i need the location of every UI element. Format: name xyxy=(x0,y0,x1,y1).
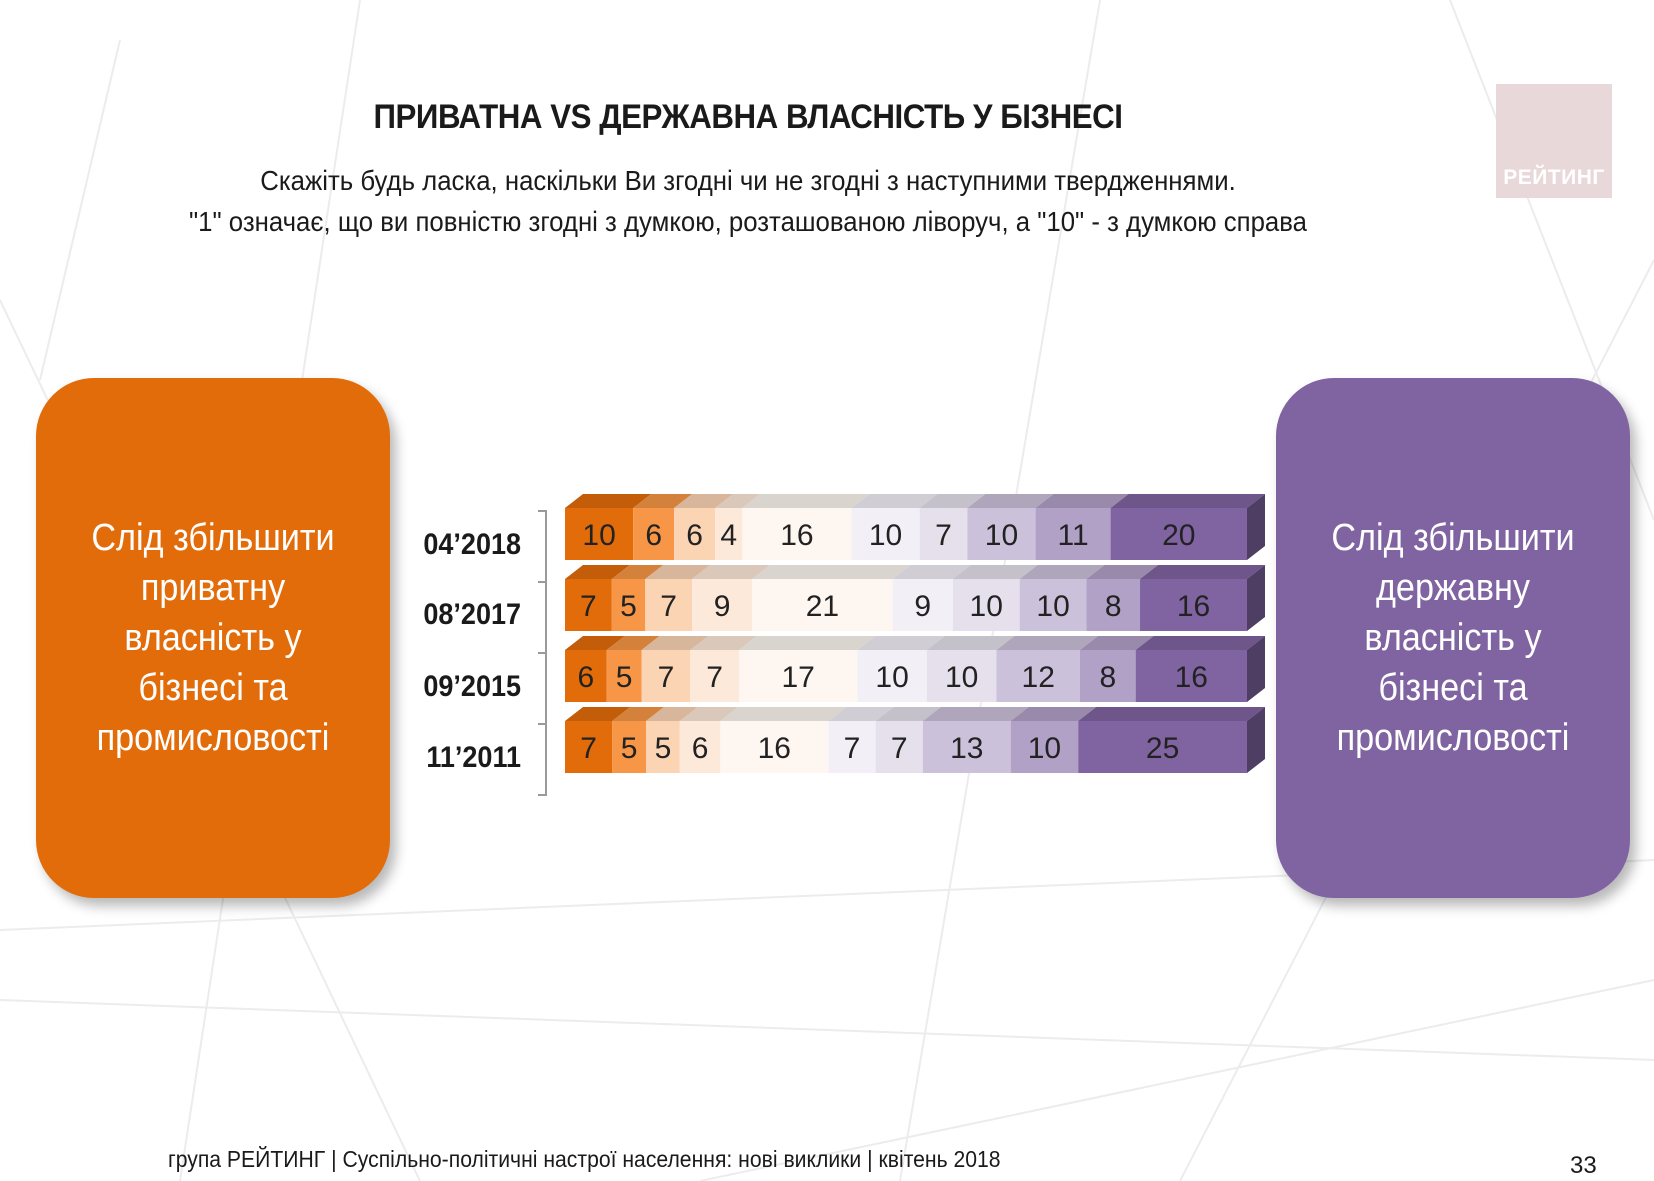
question-text-line-1: Скажіть будь ласка, наскільки Ви згодні чи не згодні з наступними твердженнями. xyxy=(260,165,1236,196)
bar-value-label: 8 xyxy=(1099,661,1117,694)
bar-value-label: 11 xyxy=(1057,519,1089,552)
bar-value-label: 4 xyxy=(720,519,738,552)
logo-text: РЕЙТИНГ xyxy=(1503,166,1605,189)
bar-value-label: 7 xyxy=(843,732,861,765)
row-label-09-2015: 09’2015 xyxy=(423,670,521,703)
bar-value-label: 5 xyxy=(620,732,638,765)
bar-value-label: 9 xyxy=(713,590,731,623)
bar-value-label: 6 xyxy=(577,661,595,694)
right-statement-text: Слід збільшити державну власність у бізнесі та промисловості xyxy=(1331,517,1575,759)
bar-value-label: 10 xyxy=(969,590,1003,623)
bar-value-label: 21 xyxy=(805,590,840,623)
bar-value-label: 10 xyxy=(868,519,903,552)
bar-segment-top xyxy=(1078,707,1265,721)
bar-value-label: 7 xyxy=(706,661,723,694)
bar-value-label: 8 xyxy=(1104,590,1122,623)
bar-value-label: 7 xyxy=(890,732,908,765)
bar-value-label: 7 xyxy=(580,590,597,623)
bar-value-label: 5 xyxy=(620,590,637,623)
bar-segment-top xyxy=(739,636,875,650)
bar-value-label: 7 xyxy=(935,519,952,552)
bar-value-label: 16 xyxy=(757,732,792,765)
bar-value-label: 10 xyxy=(875,661,909,694)
row-label-08-2017: 08’2017 xyxy=(423,598,521,631)
bar-segment-top xyxy=(1140,565,1265,579)
row-label-11-2011: 11’2011 xyxy=(426,741,521,774)
bar-value-label: 16 xyxy=(1174,661,1209,694)
bar-value-label: 7 xyxy=(580,732,597,765)
bar-value-label: 13 xyxy=(950,732,984,765)
footer-text: група РЕЙТИНГ | Суспільно-політичні настрої населення: нові виклики | квітень 2018 xyxy=(168,1146,1001,1172)
row-label-04-2018: 04’2018 xyxy=(423,528,521,561)
bar-value-label: 10 xyxy=(1036,590,1070,623)
bar-segment-top xyxy=(1136,636,1265,650)
bar-value-label: 10 xyxy=(1027,732,1062,765)
bar-segment-top xyxy=(923,707,1029,721)
question-text-line-2: "1" означає, що ви повністю згодні з думкою, розташованою ліворуч, а "10" - з думкою справа xyxy=(189,206,1307,237)
bar-segment-top xyxy=(752,565,910,579)
bar-value-label: 6 xyxy=(686,519,703,552)
left-statement-text: Слід збільшити приватну власність у бізнесі та промисловості xyxy=(91,517,335,759)
bar-value-label: 16 xyxy=(1176,590,1211,623)
bar-value-label: 12 xyxy=(1021,661,1055,694)
bar-value-label: 7 xyxy=(657,661,675,694)
bar-value-label: 10 xyxy=(582,519,616,552)
bar-value-label: 10 xyxy=(984,519,1019,552)
bar-value-label: 16 xyxy=(780,519,814,552)
bar-value-label: 6 xyxy=(645,519,663,552)
page-number: 33 xyxy=(1570,1152,1597,1179)
bar-value-label: 7 xyxy=(660,590,677,623)
bar-value-label: 9 xyxy=(914,590,932,623)
bar-value-label: 25 xyxy=(1145,732,1180,765)
bar-segment-top xyxy=(742,494,869,508)
bar-value-label: 20 xyxy=(1162,519,1196,552)
page-title: ПРИВАТНА VS ДЕРЖАВНА ВЛАСНІСТЬ У БІЗНЕСІ xyxy=(373,98,1123,136)
bar-value-label: 17 xyxy=(781,661,815,694)
bar-value-label: 6 xyxy=(691,732,709,765)
bar-value-label: 5 xyxy=(615,661,633,694)
bar-value-label: 5 xyxy=(654,732,672,765)
bar-value-label: 10 xyxy=(944,661,979,694)
bar-segment-top xyxy=(1111,494,1265,508)
bar-segment-top xyxy=(720,707,846,721)
